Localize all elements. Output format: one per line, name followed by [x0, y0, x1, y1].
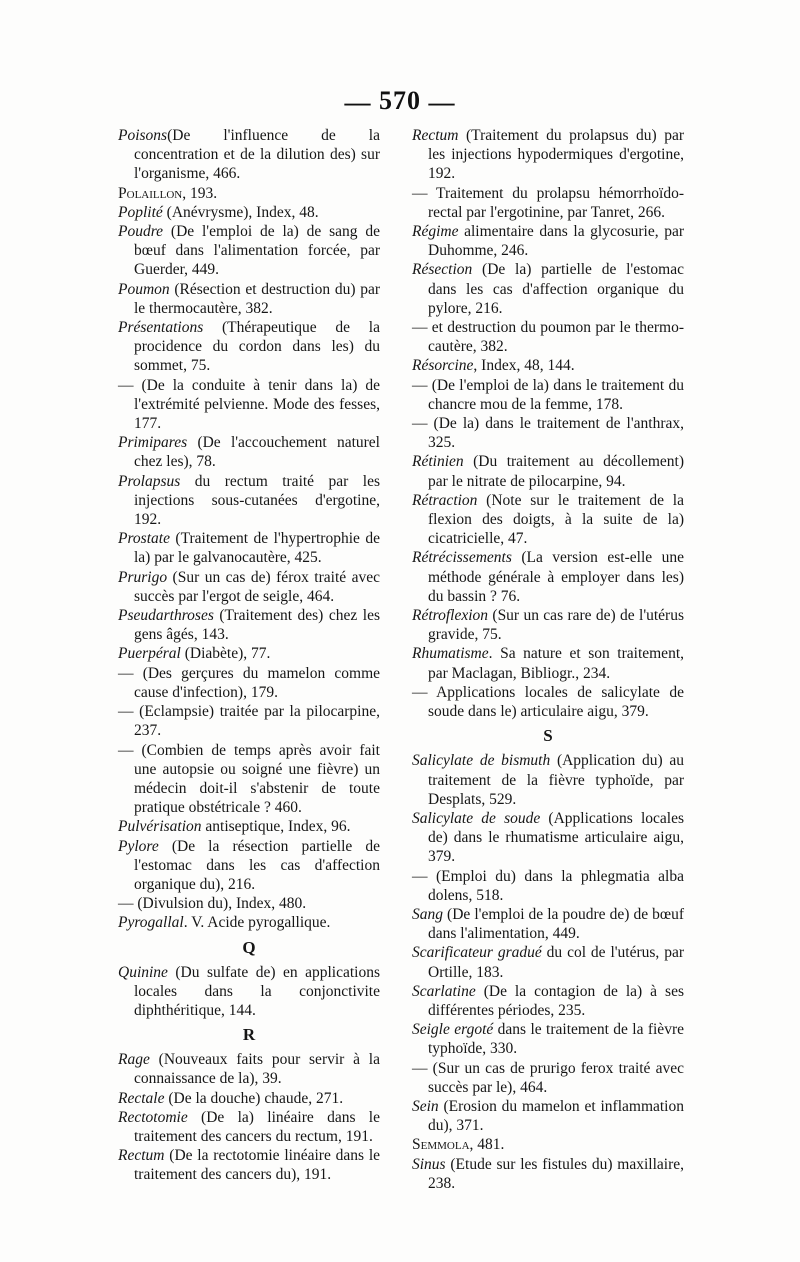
entry-text: . V. Acide pyrogallique. [183, 914, 331, 932]
entry-text: (Etude sur les fistules du) maxillaire, 238. [428, 1155, 684, 1192]
index-entry [118, 913, 380, 932]
index-entry [412, 222, 684, 260]
index-entry [412, 356, 684, 375]
index-entry [118, 126, 380, 184]
entry-term: Rhumatisme [412, 645, 489, 663]
entry-text: (Eclampsie) traitée par la pilocarpine, 237. [133, 703, 380, 740]
entry-text: (Application du) au traitement de la fièvre typhoïde, par Desplats, 529. [428, 752, 684, 808]
entry-text: (De l'accouchement naturel chez les), 78. [134, 434, 380, 471]
entry-text: (De la résection partielle de l'estomac dans les cas d'affection organique du), 216. [134, 837, 380, 893]
entry-term: Rétrécissements [412, 549, 512, 567]
index-entry [118, 203, 380, 222]
index-entry [118, 184, 380, 203]
entry-text: (Du sulfate de) en applications locales dans la conjonctivite diphthéritique, 144. [134, 963, 380, 1019]
entry-term: — [412, 683, 428, 701]
entry-term: Résection [412, 261, 473, 279]
index-entry [412, 414, 684, 452]
entry-text: et destruction du poumon par le thermo-cautère, 382. [427, 319, 684, 356]
index-entry [412, 982, 684, 1020]
entry-term: Pylore [118, 837, 159, 855]
entry-text: (Nouveaux faits pour servir à la connaissance de la), 39. [134, 1051, 380, 1088]
entry-text: du rectum traité par les injections sous-cutanées d'ergotine, 192. [134, 472, 380, 529]
entry-term: — [412, 376, 428, 394]
index-entry [412, 260, 684, 318]
entry-term: Salicylate de soude [412, 809, 541, 827]
entry-term: Pulvérisation [118, 818, 202, 836]
entry-term: Scarificateur gradué [412, 944, 542, 962]
entry-term: Seigle ergoté [412, 1021, 494, 1039]
index-entry [118, 1108, 380, 1146]
index-entry [412, 184, 684, 222]
entry-term: Poplité [118, 203, 163, 221]
entry-term: Pyrogallal [118, 914, 184, 932]
entry-text: (De l'emploi de la) dans le traitement du chancre mou de la femme, 178. [427, 376, 684, 413]
entry-text: (De l'emploi de la) de sang de bœuf dans l'alimentation forcée, par Guerder, 449. [134, 223, 380, 279]
entry-text: Applications locales de salicylate de soude dans le) articulaire aigu, 379. [427, 683, 684, 721]
section-letter: S [543, 726, 553, 746]
entry-term: — [412, 867, 428, 885]
entry-term: Résorcine [412, 357, 474, 375]
entry-term: — [412, 184, 428, 202]
index-entry [412, 943, 684, 981]
entry-text: (Combien de temps après avoir fait une autopsie ou soigné une fièvre) un médecin doit-il s'abstenir de toute pratique obstétricale ? 460. [133, 741, 380, 817]
entry-term: Salicylate de bismuth [412, 752, 551, 770]
entry-term: — [118, 664, 134, 682]
index-entry [118, 1089, 380, 1108]
entry-text: (Note sur le traitement de la flexion des doigts, à la suite de la) cicatricielle, 47. [428, 491, 684, 548]
index-entry [412, 905, 684, 943]
index-entry [118, 817, 380, 836]
index-entry [118, 963, 380, 1021]
entry-term: Rage [118, 1051, 150, 1069]
index-entry [118, 529, 380, 567]
entry-text: (Applications locales de) dans le rhumatisme articulaire aigu, 379. [428, 809, 684, 866]
entry-term: Polaillon [118, 184, 183, 202]
entry-text: (De la) partielle de l'estomac dans les cas d'affection organique du pylore, 216. [428, 261, 684, 317]
entry-term: — [118, 376, 134, 394]
entry-term: Rectale [118, 1089, 165, 1107]
entry-text: (Traitement de l'hypertrophie de la) par le galvanocautère, 425. [134, 530, 380, 567]
index-entry [412, 606, 684, 644]
entry-text: Traitement du prolapsu hémorrhoïdo-rectal par l'ergotinine, par Tanret, 266. [427, 184, 684, 221]
entry-term: Rectum [412, 127, 459, 144]
index-entry [118, 318, 380, 376]
entry-text: (Sur un cas de prurigo ferox traité avec succès par le), 464. [427, 1059, 684, 1096]
entry-term: Scarlatine [412, 982, 476, 1000]
entry-text: (Erosion du mamelon et inflammation du), 371. [428, 1097, 684, 1135]
section-letter: R [242, 1025, 256, 1045]
entry-term: Quinine [118, 963, 168, 981]
index-entry [118, 280, 380, 318]
entry-term: Sang [412, 905, 443, 923]
entry-term: — [412, 415, 428, 433]
entry-term: Prostate [118, 530, 170, 548]
index-entry [118, 741, 380, 818]
entry-text: (De l'influence de la concentration et de la dilution des) sur l'organisme, 466. [134, 127, 380, 183]
index-entry [412, 809, 684, 867]
index-entry [412, 491, 684, 549]
index-entry [118, 1146, 380, 1184]
entry-term: — [118, 703, 134, 721]
index-entry [412, 1059, 684, 1097]
entry-text: (Du traitement au décollement) par le nitrate de pilocarpine, 94. [428, 453, 684, 490]
entry-term: Présentations [118, 319, 204, 337]
entry-text: antiseptique, Index, 96. [201, 818, 351, 836]
entry-text: (Thérapeutique de la procidence du cordon dans les) du sommet, 75. [134, 319, 380, 375]
index-entry [118, 472, 380, 530]
index-entry [118, 222, 380, 280]
entry-term: Pseudarthroses [118, 607, 214, 625]
entry-text: , 193. [182, 184, 218, 202]
entry-text: (La version est-elle une méthode générale à employer dans les) du bassin ? 76. [428, 549, 684, 605]
index-entry [412, 867, 684, 905]
index-entry [118, 702, 380, 740]
entry-term: — [118, 895, 134, 913]
entry-text: (De la rectotomie linéaire dans le traitement des cancers du), 191. [134, 1147, 380, 1184]
entry-term: Rectum [118, 1147, 165, 1165]
index-entry [118, 376, 380, 434]
entry-term: Sein [412, 1097, 439, 1115]
index-entry [412, 683, 684, 721]
entry-term: — [412, 1059, 428, 1077]
entry-term: Puerpéral [118, 645, 181, 663]
entry-text: (De la contagion de la) à ses différentes périodes, 235. [428, 982, 684, 1019]
entry-term: Rectotomie [118, 1108, 188, 1126]
page-number: — 570 — [344, 86, 456, 118]
section-letter: Q [242, 937, 256, 957]
entry-text: , 481. [469, 1136, 505, 1154]
index-entry [412, 751, 684, 809]
index-entry [118, 644, 380, 663]
entry-text: (De la) linéaire dans le traitement des cancers du rectum, 191. [134, 1108, 380, 1145]
index-entry [412, 126, 684, 184]
index-entry [412, 452, 684, 490]
index-entry [118, 664, 380, 702]
entry-text: (Divulsion du), Index, 480. [133, 895, 307, 913]
entry-text: dans le traitement de la fièvre typhoïde, 330. [428, 1021, 684, 1058]
entry-term: Poumon [118, 280, 170, 298]
index-entry [118, 606, 380, 644]
index-entry [412, 548, 684, 606]
entry-term: Sinus [412, 1155, 446, 1173]
entry-text: (Traitement des) chez les gens âgés, 143. [134, 607, 380, 644]
entry-text: (Emploi du) dans la phlegmatia alba dolens, 518. [427, 867, 684, 904]
entry-text: (Résection et destruction du) par le thermocautère, 382. [134, 280, 380, 317]
index-entry [412, 1097, 684, 1135]
entry-text: (De la douche) chaude, 271. [164, 1089, 344, 1107]
page-number-value: 570 [379, 86, 421, 115]
index-column-right [412, 126, 684, 1193]
index-entry [118, 1050, 380, 1088]
entry-term: Régime [412, 223, 459, 241]
entry-text: (Traitement du prolapsus du) par les injections hypodermiques d'ergotine, 192. [428, 127, 684, 183]
index-entry [118, 568, 380, 606]
entry-text: . Sa nature et son traitement, par Maclagan, Bibliogr., 234. [428, 645, 684, 682]
index-entry [412, 1135, 684, 1154]
index-entry [412, 1020, 684, 1058]
entry-text: , Index, 48, 144. [473, 357, 575, 375]
entry-text: (Sur un cas de) férox traité avec succès par l'ergot de seigle, 464. [134, 568, 380, 605]
entry-text: (Sur un cas rare de) de l'utérus gravide, 75. [428, 607, 684, 644]
entry-text: du col de l'utérus, par Ortille, 183. [428, 944, 684, 981]
entry-term: Poisons [118, 127, 168, 144]
entry-term: — [412, 319, 428, 337]
entry-text: (De la conduite à tenir dans la) de l'extrémité pelvienne. Mode des fesses, 177. [133, 376, 380, 433]
entry-text: (Diabète), 77. [180, 645, 271, 663]
entry-term: — [118, 741, 134, 759]
entry-term: Prurigo [118, 568, 168, 586]
entry-term: Rétroflexion [412, 607, 489, 625]
index-entry [118, 894, 380, 913]
index-entry [118, 837, 380, 895]
entry-term: Semmola [412, 1136, 470, 1154]
entry-term: Rétraction [412, 491, 478, 509]
entry-term: Rétinien [412, 453, 464, 471]
entry-text: (De la) dans le traitement de l'anthrax, 325. [427, 415, 684, 452]
index-entry [412, 1155, 684, 1193]
entry-term: Prolapsus [118, 472, 181, 490]
entry-text: (Des gerçures du mamelon comme cause d'infection), 179. [133, 664, 380, 701]
entry-text: (Anévrysme), Index, 48. [162, 203, 319, 221]
index-entry [118, 433, 380, 471]
index-column-left [118, 126, 380, 1185]
index-entry [412, 376, 684, 414]
entry-text: (De l'emploi de la poudre de) de bœuf dans l'alimentation, 449. [428, 905, 684, 943]
index-entry [412, 644, 684, 682]
entry-term: Primipares [118, 434, 188, 452]
entry-text: alimentaire dans la glycosurie, par Duhomme, 246. [428, 223, 684, 260]
index-entry [412, 318, 684, 356]
entry-term: Poudre [118, 223, 164, 241]
